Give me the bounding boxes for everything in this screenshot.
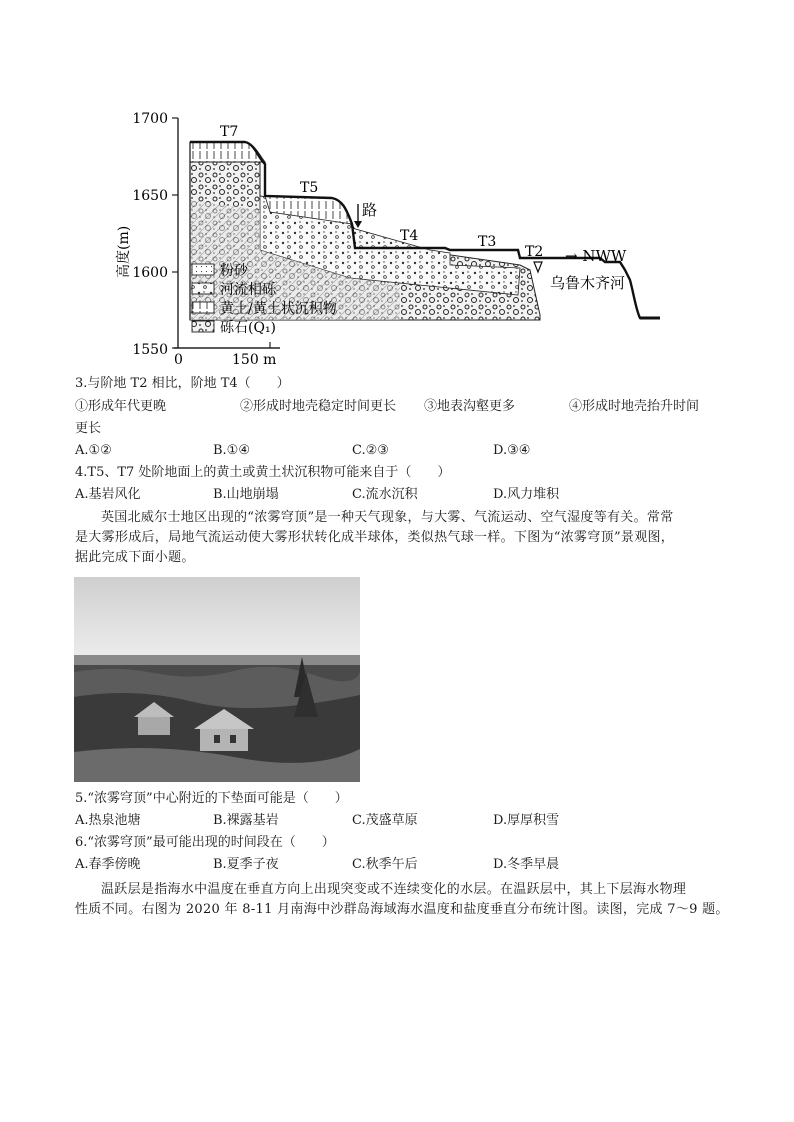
q4-option-a: A.基岩风化 xyxy=(75,487,141,502)
q5-option-c: C.茂盛草原 xyxy=(352,813,418,828)
q3-option-b: B.①④ xyxy=(213,443,250,458)
q6-option-b: B.夏季子夜 xyxy=(213,857,279,872)
q6-option-c: C.秋季午后 xyxy=(352,857,418,872)
q3-option-d: D.③④ xyxy=(493,443,531,458)
passage1-line1: 英国北威尔士地区出现的“浓雾穹顶”是一种天气现象，与大雾、气流运动、空气湿度等有关。常常 xyxy=(101,510,674,525)
q5-option-d: D.厚厚积雪 xyxy=(493,813,560,828)
q6-stem: 6.“浓雾穹顶”最可能出现的时间段在（ ） xyxy=(75,835,335,850)
passage2 xyxy=(75,880,729,920)
t7-loess-layer xyxy=(190,142,265,162)
road-label: 路 xyxy=(362,201,378,219)
legend-silt: 粉砂 xyxy=(220,263,248,279)
q3-option-c: C.②③ xyxy=(352,443,389,458)
terrace-label-t7: T7 xyxy=(220,124,239,140)
passage1 xyxy=(75,508,725,568)
terrace-label-t2: T2 xyxy=(525,244,544,260)
x-tick-zero: 0 xyxy=(174,352,183,368)
passage2-line2: 性质不同。右图为 2020 年 8-11 月南海中沙群岛海域海水温度和盐度垂直分布统计图。读图，完成 7～9 题。 xyxy=(75,902,729,917)
y-tick-1650: 1650 xyxy=(132,188,168,204)
y-tick-1550: 1550 xyxy=(132,342,168,358)
legend-fluvial-gravel: 河流相砾 xyxy=(220,282,276,298)
q6-option-d: D.冬季早晨 xyxy=(493,857,560,872)
passage2-line1: 温跃层是指海水中温度在垂直方向上出现突变或不连续变化的水层。在温跃层中，其上下层海水物理 xyxy=(101,882,687,897)
q4-option-d: D.风力堆积 xyxy=(493,487,560,502)
y-axis-label: 高度(m) xyxy=(116,225,132,278)
q3-item-2: ②形成时地壳稳定时间更长 xyxy=(240,399,397,414)
q4-option-b: B.山地崩塌 xyxy=(213,487,279,502)
terrace-label-t3: T3 xyxy=(478,234,497,250)
q3-item-3: ③地表沟壑更多 xyxy=(424,399,516,414)
q3-item-cont: 更长 xyxy=(75,421,102,436)
legend-gravel-q1: 砾石(Q₁) xyxy=(220,320,277,336)
q3-option-a: A.①② xyxy=(75,443,112,458)
direction-label: → NWW xyxy=(565,247,627,265)
legend-loess: 黄土/黄土状沉积物 xyxy=(220,301,337,317)
q5-option-b: B.裸露基岩 xyxy=(213,813,279,828)
q4-stem: 4.T5、T7 处阶地面上的黄土或黄土状沉积物可能来自于（ ） xyxy=(75,465,451,480)
terrace-profile-figure xyxy=(100,100,660,370)
river-label: 乌鲁木齐河 xyxy=(550,274,626,292)
terrace-label-t4: T4 xyxy=(400,228,419,244)
q5-stem: 5.“浓雾穹顶”中心附近的下垫面可能是（ ） xyxy=(75,791,348,806)
q4-option-c: C.流水沉积 xyxy=(352,487,418,502)
q3-item-4: ④形成时地壳抬升时间 xyxy=(569,399,700,414)
y-tick-1600: 1600 xyxy=(132,265,168,281)
terrace-label-t5: T5 xyxy=(300,180,319,196)
q6-option-a: A.春季傍晚 xyxy=(75,857,141,872)
q5-option-a: A.热泉池塘 xyxy=(75,813,141,828)
q3-stem: 3.与阶地 T2 相比，阶地 T4（ ） xyxy=(75,376,290,391)
passage1-line3: 据此完成下面小题。 xyxy=(75,550,195,565)
x-scale-label: 150 m xyxy=(232,352,277,368)
river-marker-icon xyxy=(534,262,542,272)
fog-dome-photo xyxy=(74,577,360,782)
passage1-line2: 是大雾形成后，局地气流运动使大雾形状转化成半球体，类似热气球一样。下图为“浓雾穹顶”景观图， xyxy=(75,530,675,545)
y-tick-1700: 1700 xyxy=(132,111,168,127)
q3-item-1: ①形成年代更晚 xyxy=(75,399,167,414)
